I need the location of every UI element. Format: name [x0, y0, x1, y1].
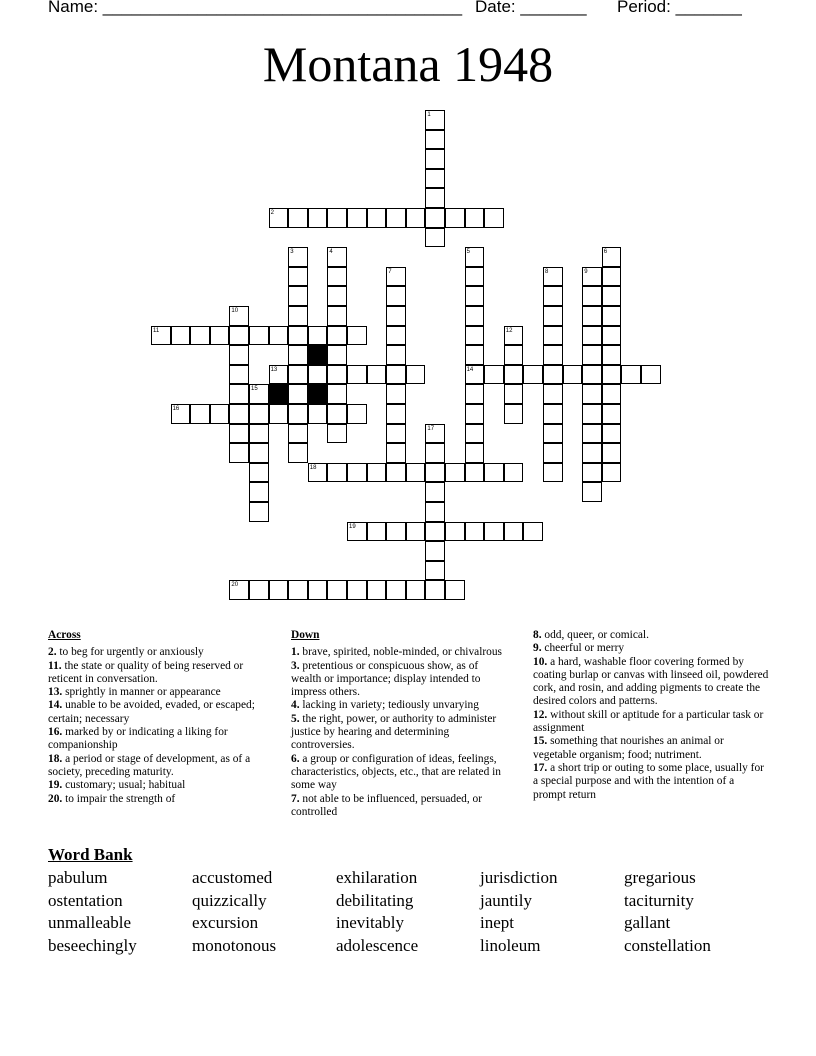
word-bank-word: excursion — [192, 913, 259, 933]
grid-cell[interactable] — [582, 482, 602, 502]
across-clue — [48, 793, 276, 806]
grid-cell[interactable] — [602, 463, 622, 483]
grid-cell[interactable] — [288, 404, 308, 424]
grid-cell[interactable] — [327, 365, 347, 385]
grid-cell[interactable] — [543, 267, 563, 287]
grid-cell[interactable] — [425, 110, 445, 130]
grid-cell[interactable] — [288, 286, 308, 306]
grid-cell[interactable] — [641, 365, 661, 385]
grid-cell[interactable] — [288, 345, 308, 365]
grid-cell[interactable] — [367, 522, 387, 542]
period-field[interactable]: Period: _______ — [617, 0, 742, 16]
across-clue — [48, 753, 276, 780]
grid-cell[interactable] — [249, 463, 269, 483]
down-clue — [291, 660, 511, 700]
across-heading: Across — [48, 629, 81, 641]
clue-number: 9. — [533, 642, 542, 655]
clue-number: 9 — [584, 268, 588, 275]
grid-cell[interactable] — [425, 561, 445, 581]
down-heading: Down — [291, 629, 320, 641]
clue-number: 10 — [231, 308, 239, 314]
clue-number: 17 — [427, 425, 435, 432]
clue-number: 4. — [291, 699, 300, 712]
grid-cell[interactable] — [229, 306, 249, 326]
grid-cell[interactable] — [602, 267, 622, 287]
grid-cell[interactable] — [465, 326, 485, 346]
word-bank-word: unmalleable — [48, 913, 132, 933]
word-bank-title: Word Bank — [48, 845, 133, 864]
grid-cell[interactable] — [543, 463, 563, 483]
grid-cell[interactable] — [327, 306, 347, 326]
down-clues — [291, 629, 511, 819]
down-clue — [291, 699, 511, 712]
grid-cell[interactable] — [249, 326, 269, 346]
grid-cell[interactable] — [602, 424, 622, 444]
clue-text: unable to be avoided, evaded, or escaped; certain; necessary — [48, 699, 255, 725]
clue-text: lacking in variety; tediously unvarying — [299, 699, 479, 712]
grid-cell[interactable] — [288, 326, 308, 346]
grid-cell[interactable] — [347, 365, 367, 385]
clue-number: 17. — [533, 761, 548, 774]
word-bank-word: inevitably — [336, 913, 404, 933]
word-bank-word: jauntily — [480, 890, 532, 910]
grid-cell[interactable] — [543, 443, 563, 463]
down-clue — [533, 735, 769, 762]
grid-cell[interactable] — [386, 286, 406, 306]
grid-cell[interactable] — [327, 286, 347, 306]
down-clue — [533, 656, 769, 709]
grid-cell[interactable] — [484, 365, 504, 385]
clue-number: 15 — [251, 386, 258, 393]
grid-cell[interactable] — [308, 326, 328, 346]
grid-cell[interactable] — [269, 404, 289, 424]
grid-cell[interactable] — [425, 482, 445, 502]
grid-cell[interactable] — [386, 404, 406, 424]
grid-cell[interactable] — [386, 306, 406, 326]
grid-cell[interactable] — [308, 365, 328, 385]
clue-number: 3. — [291, 659, 300, 672]
clue-number: 16 — [172, 406, 180, 412]
grid-cell[interactable] — [347, 326, 367, 346]
clue-number: 1. — [291, 646, 300, 659]
grid-cell[interactable] — [543, 326, 563, 346]
grid-cell[interactable] — [288, 208, 308, 228]
grid-cell[interactable] — [504, 404, 524, 424]
grid-cell[interactable] — [504, 365, 524, 385]
word-bank-list — [48, 867, 768, 957]
down-clues-continued — [533, 629, 769, 802]
clue-number: 11. — [48, 659, 62, 672]
down-clue — [533, 762, 769, 802]
clue-number: 7 — [388, 268, 392, 275]
grid-cell[interactable] — [543, 286, 563, 306]
grid-cell[interactable] — [543, 365, 563, 385]
clue-number: 6. — [291, 752, 300, 765]
grid-cell[interactable] — [288, 424, 308, 444]
grid-cell[interactable] — [288, 306, 308, 326]
clue-number: 18. — [48, 752, 63, 765]
grid-cell[interactable] — [465, 208, 485, 228]
grid-cell[interactable] — [367, 463, 387, 483]
clue-number: 19 — [349, 523, 356, 530]
grid-cell[interactable] — [425, 522, 445, 542]
grid-cell[interactable] — [386, 443, 406, 463]
grid-cell[interactable] — [602, 384, 622, 404]
clue-number: 14 — [466, 366, 474, 373]
down-clue — [291, 753, 511, 793]
clue-text: to impair the strength of — [62, 792, 176, 805]
word-bank — [48, 845, 768, 957]
clue-number: 7. — [291, 792, 300, 805]
grid-cell[interactable] — [602, 443, 622, 463]
page-title: Montana 1948 — [262, 36, 554, 92]
clue-number: 1 — [427, 112, 431, 118]
grid-cell[interactable] — [229, 443, 249, 463]
word-bank-word: linoleum — [480, 935, 541, 955]
grid-cell[interactable] — [386, 365, 406, 385]
clue-text: sprightly in manner or appearance — [62, 686, 221, 699]
grid-cell[interactable] — [465, 286, 485, 306]
grid-cell[interactable] — [602, 365, 622, 385]
clue-number: 12. — [533, 708, 548, 721]
grid-cell[interactable] — [602, 404, 622, 424]
grid-cell[interactable] — [288, 365, 308, 385]
clue-number: 14. — [48, 699, 63, 712]
grid-cell[interactable] — [249, 384, 269, 404]
date-field[interactable]: Date: _______ — [475, 0, 587, 16]
grid-cell[interactable] — [367, 365, 387, 385]
word-bank-word: taciturnity — [624, 890, 694, 910]
grid-cell[interactable] — [582, 267, 602, 287]
grid-cell[interactable] — [582, 326, 602, 346]
grid-cell[interactable] — [386, 208, 406, 228]
down-clue — [533, 709, 769, 736]
grid-cell[interactable] — [465, 365, 485, 385]
grid-cell[interactable] — [484, 522, 504, 542]
grid-cell[interactable] — [229, 326, 249, 346]
grid-cell[interactable] — [523, 365, 543, 385]
grid-cell[interactable] — [425, 228, 445, 248]
grid-cell[interactable] — [406, 463, 426, 483]
grid-cell[interactable] — [425, 463, 445, 483]
grid-cell[interactable] — [425, 541, 445, 561]
grid-cell[interactable] — [308, 463, 328, 483]
name-field[interactable]: Name: ______________________________________ — [48, 0, 463, 16]
clue-number: 6 — [603, 249, 608, 256]
word-bank-word: jurisdiction — [480, 868, 558, 887]
grid-cell[interactable] — [249, 502, 269, 522]
grid-cell[interactable] — [465, 443, 485, 463]
word-bank-word: adolescence — [336, 935, 419, 955]
grid-cell[interactable] — [425, 443, 445, 463]
grid-cell[interactable] — [425, 580, 445, 600]
clue-number: 8. — [533, 629, 542, 641]
grid-cell[interactable] — [347, 522, 367, 542]
grid-cell[interactable] — [367, 208, 387, 228]
grid-cell[interactable] — [425, 149, 445, 169]
grid-cell[interactable] — [602, 345, 622, 365]
across-clue — [48, 686, 276, 699]
grid-cell[interactable] — [543, 306, 563, 326]
grid-cell[interactable] — [386, 424, 406, 444]
word-bank-word: inept — [480, 913, 514, 933]
grid-cell[interactable] — [190, 326, 210, 346]
grid-cell[interactable] — [327, 580, 347, 600]
grid-cell[interactable] — [504, 345, 524, 365]
grid-cell[interactable] — [327, 384, 347, 404]
grid-cell[interactable] — [582, 404, 602, 424]
grid-cell[interactable] — [347, 404, 367, 424]
grid-cell[interactable] — [582, 286, 602, 306]
grid-cell[interactable] — [347, 463, 367, 483]
clue-number: 12 — [505, 327, 513, 334]
grid-block — [308, 384, 328, 404]
grid-cell[interactable] — [445, 522, 465, 542]
grid-cell[interactable] — [269, 208, 289, 228]
clue-number: 16. — [48, 726, 63, 739]
grid-cell[interactable] — [465, 345, 485, 365]
grid-cell[interactable] — [171, 404, 191, 424]
grid-cell[interactable] — [249, 580, 269, 600]
grid-cell[interactable] — [425, 424, 445, 444]
grid-cell[interactable] — [543, 384, 563, 404]
grid-cell[interactable] — [347, 208, 367, 228]
word-bank-word: exhilaration — [336, 868, 418, 887]
clue-text: pretentious or conspicuous show, as of wealth or importance; display intended to impress others. — [291, 659, 481, 699]
grid-cell[interactable] — [445, 580, 465, 600]
grid-cell[interactable] — [582, 443, 602, 463]
grid-cell[interactable] — [327, 404, 347, 424]
grid-cell[interactable] — [406, 522, 426, 542]
word-bank-word: debilitating — [336, 890, 414, 910]
grid-cell[interactable] — [465, 247, 485, 267]
grid-cell[interactable] — [269, 580, 289, 600]
across-clue — [48, 779, 276, 792]
grid-cell[interactable] — [602, 286, 622, 306]
grid-cell[interactable] — [229, 365, 249, 385]
clue-text: customary; usual; habitual — [62, 779, 186, 792]
clue-text: something that nourishes an animal or vegetable organism; food; nutriment. — [533, 735, 724, 761]
clue-text: a short trip or outing to some place, usually for a special purpose and with the intention of a prompt return — [533, 761, 764, 801]
grid-cell[interactable] — [602, 326, 622, 346]
word-bank-word: quizzically — [192, 890, 267, 910]
clue-text: to beg for urgently or anxiously — [56, 646, 204, 659]
grid-cell[interactable] — [582, 384, 602, 404]
clue-number: 13. — [48, 686, 63, 699]
clue-text: a hard, washable floor covering formed by coating burlap or canvas with linseed oil, powdered cork, and rosin, and adding pigments to create the desired colors and patterns. — [533, 655, 769, 708]
grid-cell[interactable] — [386, 345, 406, 365]
clue-text: odd, queer, or comical. — [541, 629, 649, 641]
grid-cell[interactable] — [582, 463, 602, 483]
clue-number: 5 — [466, 249, 470, 256]
grid-cell[interactable] — [465, 522, 485, 542]
grid-cell[interactable] — [465, 463, 485, 483]
clue-number: 11 — [153, 327, 160, 334]
grid-cell[interactable] — [621, 365, 641, 385]
grid-cell[interactable] — [425, 169, 445, 189]
grid-cell[interactable] — [210, 326, 230, 346]
grid-cell[interactable] — [308, 404, 328, 424]
word-bank-word: gregarious — [624, 868, 696, 887]
clue-number: 10. — [533, 655, 548, 668]
grid-block — [269, 384, 289, 404]
clue-text: brave, spirited, noble-minded, or chivalrous — [299, 646, 502, 659]
clue-number: 2. — [48, 646, 57, 659]
grid-cell[interactable] — [425, 188, 445, 208]
grid-cell[interactable] — [308, 208, 328, 228]
word-bank-word: ostentation — [48, 890, 123, 910]
clue-number: 19. — [48, 779, 63, 792]
grid-cell[interactable] — [484, 208, 504, 228]
grid-cell[interactable] — [504, 326, 524, 346]
word-bank-word: accustomed — [192, 868, 273, 887]
across-clues — [48, 629, 276, 806]
word-bank-word: constellation — [624, 935, 711, 955]
clue-number: 5. — [291, 712, 300, 725]
grid-cell[interactable] — [327, 424, 347, 444]
grid-cell[interactable] — [308, 580, 328, 600]
grid-cell[interactable] — [465, 424, 485, 444]
grid-cell[interactable] — [465, 306, 485, 326]
grid-block — [308, 345, 328, 365]
grid-cell[interactable] — [504, 384, 524, 404]
grid-cell[interactable] — [327, 463, 347, 483]
down-clue — [291, 646, 511, 659]
grid-cell[interactable] — [229, 580, 249, 600]
clue-text: without skill or aptitude for a particular task or assignment — [533, 708, 764, 735]
clue-text: cheerful or merry — [541, 642, 625, 655]
grid-cell[interactable] — [543, 404, 563, 424]
grid-cell[interactable] — [288, 247, 308, 267]
grid-cell[interactable] — [367, 580, 387, 600]
grid-cell[interactable] — [563, 365, 583, 385]
grid-cell[interactable] — [347, 580, 367, 600]
clue-number: 4 — [329, 249, 333, 256]
grid-cell[interactable] — [602, 247, 622, 267]
grid-cell[interactable] — [582, 306, 602, 326]
grid-cell[interactable] — [386, 463, 406, 483]
grid-cell[interactable] — [249, 482, 269, 502]
down-clue — [533, 629, 769, 642]
grid-cell[interactable] — [602, 306, 622, 326]
grid-cell[interactable] — [269, 365, 289, 385]
grid-cell[interactable] — [288, 384, 308, 404]
grid-cell[interactable] — [288, 443, 308, 463]
word-bank-word: pabulum — [48, 868, 108, 887]
grid-cell[interactable] — [288, 267, 308, 287]
clue-text: a period or stage of development, as of a society, preceding maturity. — [48, 752, 251, 778]
across-clue — [48, 699, 276, 726]
grid-cell[interactable] — [504, 522, 524, 542]
grid-cell[interactable] — [445, 463, 465, 483]
grid-cell[interactable] — [465, 404, 485, 424]
grid-cell[interactable] — [327, 326, 347, 346]
grid-cell[interactable] — [327, 345, 347, 365]
grid-cell[interactable] — [386, 384, 406, 404]
clue-text: marked by or indicating a liking for companionship — [48, 726, 228, 752]
grid-cell[interactable] — [327, 267, 347, 287]
grid-cell[interactable] — [543, 345, 563, 365]
clue-number: 3 — [290, 249, 294, 256]
grid-cell[interactable] — [386, 326, 406, 346]
grid-cell[interactable] — [465, 267, 485, 287]
across-clue — [48, 726, 276, 753]
grid-cell[interactable] — [425, 130, 445, 150]
grid-cell[interactable] — [386, 267, 406, 287]
clue-number: 2 — [270, 210, 274, 216]
clue-number: 20 — [231, 582, 239, 589]
clue-text: the state or quality of being reserved or reticent in conversation. — [48, 659, 244, 685]
across-clue — [48, 660, 276, 687]
down-clue — [533, 642, 769, 655]
across-clue — [48, 646, 276, 659]
clue-number: 8 — [545, 268, 549, 275]
grid-cell[interactable] — [171, 326, 191, 346]
grid-cell[interactable] — [229, 345, 249, 365]
grid-cell[interactable] — [210, 404, 230, 424]
grid-cell[interactable] — [249, 404, 269, 424]
grid-cell[interactable] — [425, 208, 445, 228]
grid-cell[interactable] — [249, 443, 269, 463]
grid-cell[interactable] — [406, 580, 426, 600]
word-bank-word: monotonous — [192, 935, 277, 955]
word-bank-word: beseechingly — [48, 935, 137, 955]
grid-cell[interactable] — [151, 326, 171, 346]
grid-cell[interactable] — [229, 404, 249, 424]
grid-cell[interactable] — [504, 463, 524, 483]
clue-number: 13 — [270, 366, 278, 373]
grid-cell[interactable] — [386, 522, 406, 542]
grid-cell[interactable] — [425, 502, 445, 522]
clue-text: the right, power, or authority to administer justice by hearing and determining controversies. — [291, 712, 497, 752]
clue-number: 18 — [309, 464, 317, 471]
clue-number: 20. — [48, 792, 63, 805]
grid-cell[interactable] — [582, 345, 602, 365]
grid-cell[interactable] — [582, 424, 602, 444]
grid-cell[interactable] — [406, 208, 426, 228]
grid-cell[interactable] — [386, 580, 406, 600]
grid-cell[interactable] — [229, 424, 249, 444]
grid-cell[interactable] — [327, 247, 347, 267]
grid-cell[interactable] — [465, 384, 485, 404]
grid-cell[interactable] — [327, 208, 347, 228]
grid-cell[interactable] — [582, 365, 602, 385]
clue-text: a group or configuration of ideas, feelings, characteristics, objects, etc., that are related in some way — [291, 752, 501, 792]
grid-cell[interactable] — [190, 404, 210, 424]
down-clue — [291, 713, 511, 753]
grid-cell[interactable] — [445, 208, 465, 228]
grid-cell[interactable] — [543, 424, 563, 444]
grid-cell[interactable] — [288, 580, 308, 600]
clue-text: not able to be influenced, persuaded, or controlled — [291, 792, 483, 818]
grid-cell[interactable] — [229, 384, 249, 404]
clue-number: 15. — [533, 735, 548, 748]
grid-cell[interactable] — [269, 326, 289, 346]
grid-cell[interactable] — [523, 522, 543, 542]
grid-cell[interactable] — [406, 365, 426, 385]
grid-cell[interactable] — [484, 463, 504, 483]
down-clue — [291, 793, 511, 820]
grid-cell[interactable] — [249, 424, 269, 444]
word-bank-word: gallant — [624, 913, 671, 933]
